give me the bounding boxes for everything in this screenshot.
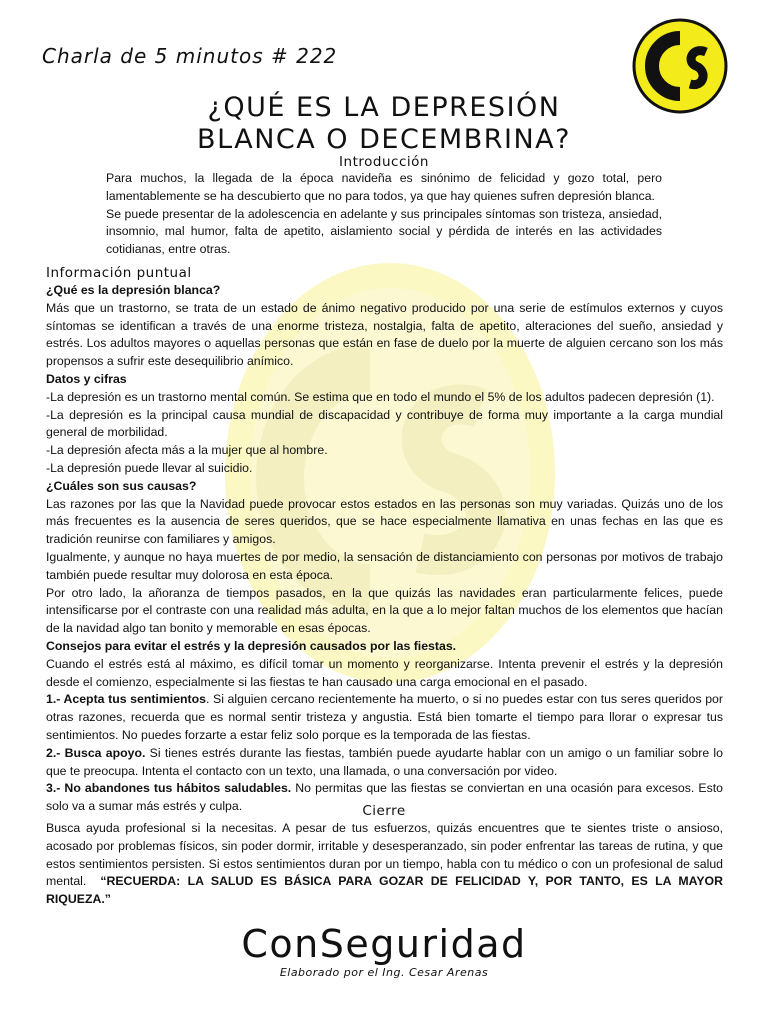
tip-text: No permitas que las fiestas se conviertan en una ocasión para excesos. Esto solo va a sumar más estrés y culpa. [46,781,723,814]
info-section [46,282,723,816]
intro-heading: Introducción [339,154,429,170]
series-label: Charla de 5 minutos # 222 [42,44,338,68]
cause-paragraph: Las razones por las que la Navidad puede provocar estos estados en las personas son muy variadas. Quizás uno de los más frecuentes es la ausencia de seres queridos, que se hace especialmente llamativa en unas fechas en las que es tradición reunirse con familiares y amigos. [46,496,723,547]
definition-paragraph: Más que un trastorno, se trata de un estado de ánimo negativo producido por una serie de estímulos externos y cuyos síntomas se identifican a través de una enorme tristeza, nostalgia, falta de apetito, alteraciones del sueño, ansiedad y estrés. Los adultos mayores o aquellas personas que están en fase de duelo por la muerte de alguien cercano son los más propensos a sufrir este desequilibrio anímico. [46,300,723,369]
cause-paragraph: Por otro lado, la añoranza de tiempos pasados, en la que quizás las navidades eran particularmente felices, puede intensificarse por el contraste con una realidad más adulta, en la que a lo mejor faltan muchos de los elementos que hacían de la navidad algo tan bonito y memorable en esas épocas. [46,585,723,636]
closing-quote: “RECUERDA: LA SALUD ES BÁSICA PARA GOZAR DE FELICIDAD Y, POR TANTO, ES LA MAYOR RIQUEZA.” [46,874,723,907]
tip-label: 1.- Acepta tus sentimientos [46,692,206,707]
facts-heading: Datos y cifras [46,371,127,386]
tip-label: 2.- Busca apoyo. [46,745,146,760]
tip-item [46,745,723,781]
brand-name: ConSeguridad [241,922,527,966]
closing-heading: Cierre [362,803,406,819]
question-what-is: ¿Qué es la depresión blanca? [46,283,221,297]
tip-text: . Si alguien cercano recientemente ha muerto, o si no puedes estar con tus seres queridos por otras razones, recuerda que es normal sentir tristeza y angustia. Está bien tomarte el tiempo para llorar o expresar tus sentimientos. No puedes forzarte a estar feliz solo porque es la temporada de las fiestas. [46,692,723,742]
intro-section [106,170,662,259]
page-title-line-1: ¿QUÉ ES LA DEPRESIÓN [207,92,561,123]
fact-item: -La depresión es la principal causa mundial de discapacidad y contribuye de forma muy importante a la carga mundial general de morbilidad. [46,407,723,440]
closing-section [46,820,723,909]
tip-item [46,691,723,744]
tips-intro: Cuando el estrés está al máximo, es difícil tomar un momento y reorganizarse. Intenta prevenir el estrés y la depresión desde el comienzo, especialmente si las fiestas te han causado una carga emocional en el pasado. [46,656,723,689]
fact-item: -La depresión puede llevar al suicidio. [46,460,253,475]
question-causes: ¿Cuáles son sus causas? [46,478,197,493]
author-credit: Elaborado por el Ing. Cesar Arenas [279,966,489,979]
tips-heading: Consejos para evitar el estrés y la depresión causados por las fiestas. [46,638,457,653]
fact-item: -La depresión es un trastorno mental común. Se estima que en todo el mundo el 5% de los adultos padecen depresión (1). [46,389,715,404]
cause-paragraph: Igualmente, y aunque no haya muertes de por medio, la sensación de distanciamiento con personas por motivos de trabajo también puede resultar muy dolorosa en esta época. [46,549,723,582]
fact-item: -La depresión afecta más a la mujer que al hombre. [46,443,328,458]
info-heading: Información puntual [46,265,192,281]
tip-label: 3.- No abandones tus hábitos saludables. [46,781,292,796]
page-title-line-2: BLANCA O DECEMBRINA? [197,124,571,155]
intro-paragraph-2: Se puede presentar de la adolescencia en adelante y sus principales síntomas son tristeza, ansiedad, insomnio, mal humor, falta de apetito, aislamiento social y pérdida de interés en las actividades cotidianas, entre otras. [106,206,662,257]
tip-text: Si tienes estrés durante las fiestas, también puede ayudarte hablar con un amigo o un familiar sobre lo que te preocupa. Intenta el contacto con un texto, una llamada, o una conversación por video. [46,745,723,778]
intro-paragraph-1: Para muchos, la llegada de la época navideña es sinónimo de felicidad y gozo total, pero lamentablemente se ha descubierto que no para todos, ya que hay quienes sufren depresión blanca. [106,171,662,203]
closing-paragraph: Busca ayuda profesional si la necesitas. A pesar de tus esfuerzos, quizás encuentres que te sientes triste o ansioso, acosado por problemas físicos, sin poder dormir, irritable y desesperanzado, sin poder enfrentar las tareas de rutina, y que estos sentimientos persisten. Si estos sentimientos duran por un tiempo, habla con tu médico o con un profesional de salud mental. [46,821,723,889]
